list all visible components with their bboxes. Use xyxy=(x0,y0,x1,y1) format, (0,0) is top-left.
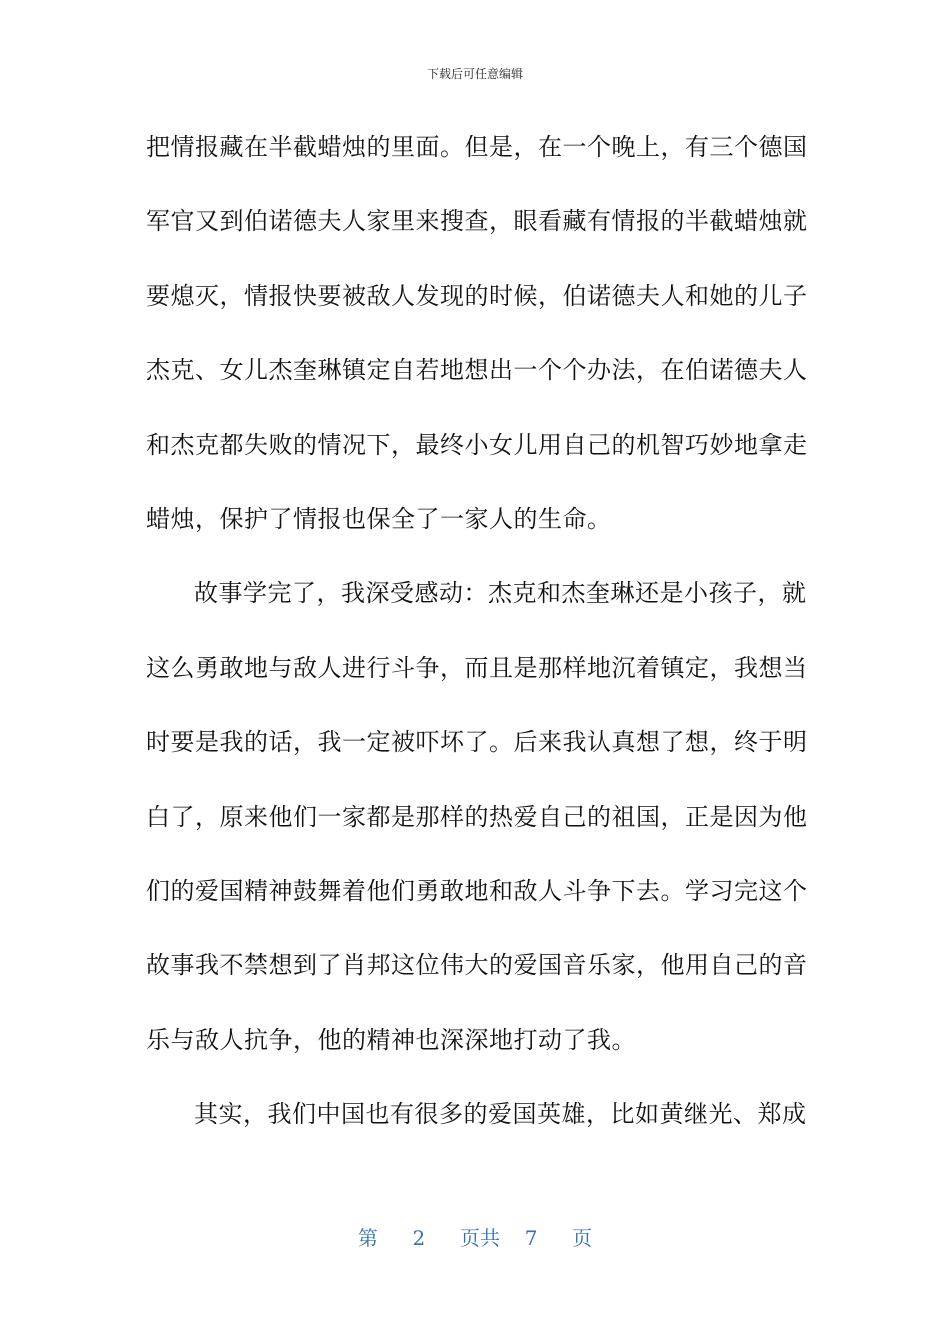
text-line: 和杰克都失败的情况下，最终小女儿用自己的机智巧妙地拿走 xyxy=(146,430,808,459)
text-line: 故事学完了，我深受感动：杰克和杰奎琳还是小孩子，就 xyxy=(194,579,807,608)
current-page-number: 2 xyxy=(412,1226,426,1250)
text-line: 其实，我们中国也有很多的爱国英雄，比如黄继光、郑成 xyxy=(194,1100,807,1129)
text-line: 杰克、女儿杰奎琳镇定自若地想出一个个办法，在伯诺德夫人 xyxy=(146,356,808,385)
text-line: 白了，原来他们一家都是那样的热爱自己的祖国，正是因为他 xyxy=(146,802,808,831)
page-footer xyxy=(0,1224,950,1252)
text-line: 把情报藏在半截蜡烛的里面。但是，在一个晚上，有三个德国 xyxy=(146,133,808,161)
text-line: 要熄灭，情报快要被敌人发现的时候，伯诺德夫人和她的儿子 xyxy=(146,281,808,310)
text-line: 这么勇敢地与敌人进行斗争，而且是那样地沉着镇定，我想当 xyxy=(146,653,808,682)
page-header: 下载后可任意编辑 xyxy=(426,67,523,81)
total-pages-label: 页共 xyxy=(460,1226,500,1250)
text-line: 蜡烛，保护了情报也保全了一家人的生命。 xyxy=(146,504,612,533)
text-line: 军官又到伯诺德夫人家里来搜查，眼看藏有情报的半截蜡烛就 xyxy=(146,207,808,236)
text-line: 们的爱国精神鼓舞着他们勇敢地和敌人斗争下去。学习完这个 xyxy=(146,876,808,905)
text-line: 时要是我的话，我一定被吓坏了。后来我认真想了想，终于明 xyxy=(146,728,808,757)
page-suffix-label: 页 xyxy=(572,1226,593,1250)
total-pages-number: 7 xyxy=(524,1226,538,1250)
page-label: 第 xyxy=(357,1226,378,1250)
document-body xyxy=(146,118,808,1159)
text-line: 故事我不禁想到了肖邦这位伟大的爱国音乐家，他用自己的音 xyxy=(146,951,808,980)
text-line: 乐与敌人抗争，他的精神也深深地打动了我。 xyxy=(146,1025,636,1054)
